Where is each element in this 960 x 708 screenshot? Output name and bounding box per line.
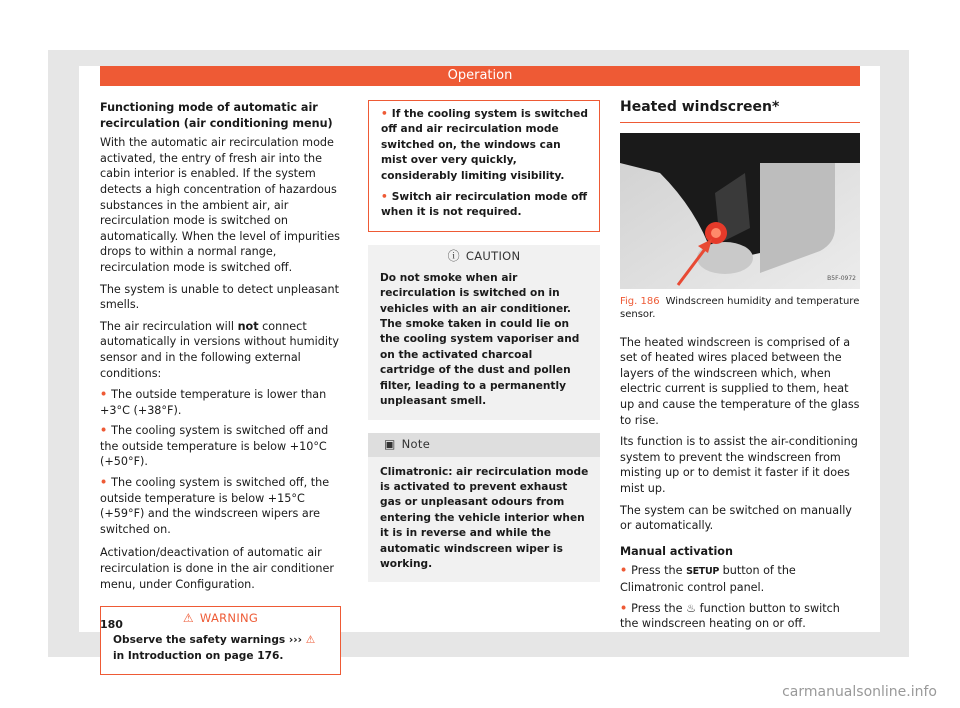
caution-box (368, 245, 600, 420)
section-heading: Functioning mode of automatic air recirculation (air conditioning menu) (100, 101, 333, 130)
warning-continued-box (368, 100, 600, 232)
list-item: • The outside temperature is lower than +3°C (+38°F). (100, 388, 327, 417)
bullet-icon: • (620, 601, 628, 615)
list-item: • Press the SETUP button of the Climatronic control panel. (620, 564, 796, 594)
figure-caption: Fig. 186 Windscreen humidity and temperature sensor. (620, 295, 860, 320)
left-column (100, 100, 341, 675)
sensor-illustration (620, 133, 860, 289)
paragraph: The heated windscreen is comprised of a set of heated wires placed between the layers of the windscreen which, when electric current is supplied to them, heat up and cause the temperature of the glass to rise. (620, 335, 860, 427)
right-column (620, 100, 860, 637)
figure-number: Fig. 186 (620, 295, 660, 307)
paragraph: The system is unable to detect unpleasant smells. (100, 282, 339, 312)
caution-header: ⓘ CAUTION (368, 245, 600, 269)
caution-body: Do not smoke when air recirculation is switched on in vehicles with an air conditioner. The smoke taken in could lie on the cooling system vaporiser and on the activated charcoal cartridge of the dust and pollen filter, leading to a permanently unpleasant smell. (380, 271, 580, 408)
watermark: carmanualsonline.info (782, 684, 937, 700)
safety-warning-link[interactable]: Observe the safety warnings ››› ⚠ in Introduction on page 176. (113, 634, 316, 662)
bullet-icon: • (100, 424, 108, 438)
figure-code: B5F-0972 (827, 275, 856, 282)
sensor-figure (620, 133, 860, 289)
warning-header: ⚠ WARNING (182, 611, 259, 626)
list-item: • If the cooling system is switched off and air recirculation mode switched on, the windows can mist over very quickly, considerably limiting visibility. (381, 108, 588, 182)
warning-body (101, 631, 340, 674)
paragraph: With the automatic air recirculation mode activated, the entry of fresh air into the cabin interior is enabled. If the system detects a high concentration of hazardous substances in the ambient air, air recirculation mode is switched on automatically. When the level of impurities drops to within a normal range, recirculation mode is switched off. (100, 136, 340, 274)
list-item: • Switch air recirculation mode off when it is not required. (381, 191, 588, 219)
paragraph: The air recirculation will not connect automatically in versions without humidity sensor and in the following external conditions: (100, 319, 339, 380)
list-item: • Press the ♨ function button to switch the windscreen heating on or off. (620, 601, 840, 631)
bullet-icon: • (100, 476, 108, 490)
section-title: Heated windscreen* (620, 99, 780, 115)
windscreen-heating-icon: ♨ (686, 601, 697, 615)
paragraph: Its function is to assist the air-conditioning system to prevent the windscreen from misting up or to demist it faster if it does mist up. (620, 435, 858, 495)
bullet-icon: • (100, 388, 108, 402)
setup-key-label: SETUP (686, 566, 720, 578)
note-icon: ▣ (384, 436, 396, 451)
list-item: • The cooling system is switched off, the outside temperature is below +15°C (+59°F) and the windscreen wipers are switched on. (100, 476, 330, 536)
note-box (368, 433, 600, 583)
section-header: Operation (100, 66, 860, 86)
warning-triangle-icon: ⚠ (182, 611, 194, 626)
paragraph: The system can be switched on manually or automatically. (620, 503, 852, 533)
emphasis: not (237, 319, 259, 333)
heading-row (620, 100, 860, 123)
bullet-icon: • (381, 191, 388, 204)
warning-triangle-icon: ⚠ (305, 634, 316, 647)
paragraph: Activation/deactivation of automatic air recirculation is done in the air conditioner menu, under Configuration. (100, 546, 335, 591)
bullet-icon: • (381, 108, 388, 120)
middle-column (368, 100, 600, 582)
subheading: Manual activation (620, 544, 733, 558)
info-circle-icon: ⓘ (447, 249, 460, 264)
page-number: 180 (100, 618, 123, 631)
list-item: • The cooling system is switched off and the outside temperature is below +10°C (+50°F). (100, 424, 329, 469)
bullet-icon: • (620, 564, 628, 578)
warning-box (100, 606, 341, 675)
note-body: Climatronic: air recirculation mode is activated to prevent exhaust gas or unpleasant odours from entering the vehicle interior when it is in reverse and while the automatic windscreen wiper is working. (380, 465, 589, 570)
note-header: ▣ Note (368, 433, 600, 457)
